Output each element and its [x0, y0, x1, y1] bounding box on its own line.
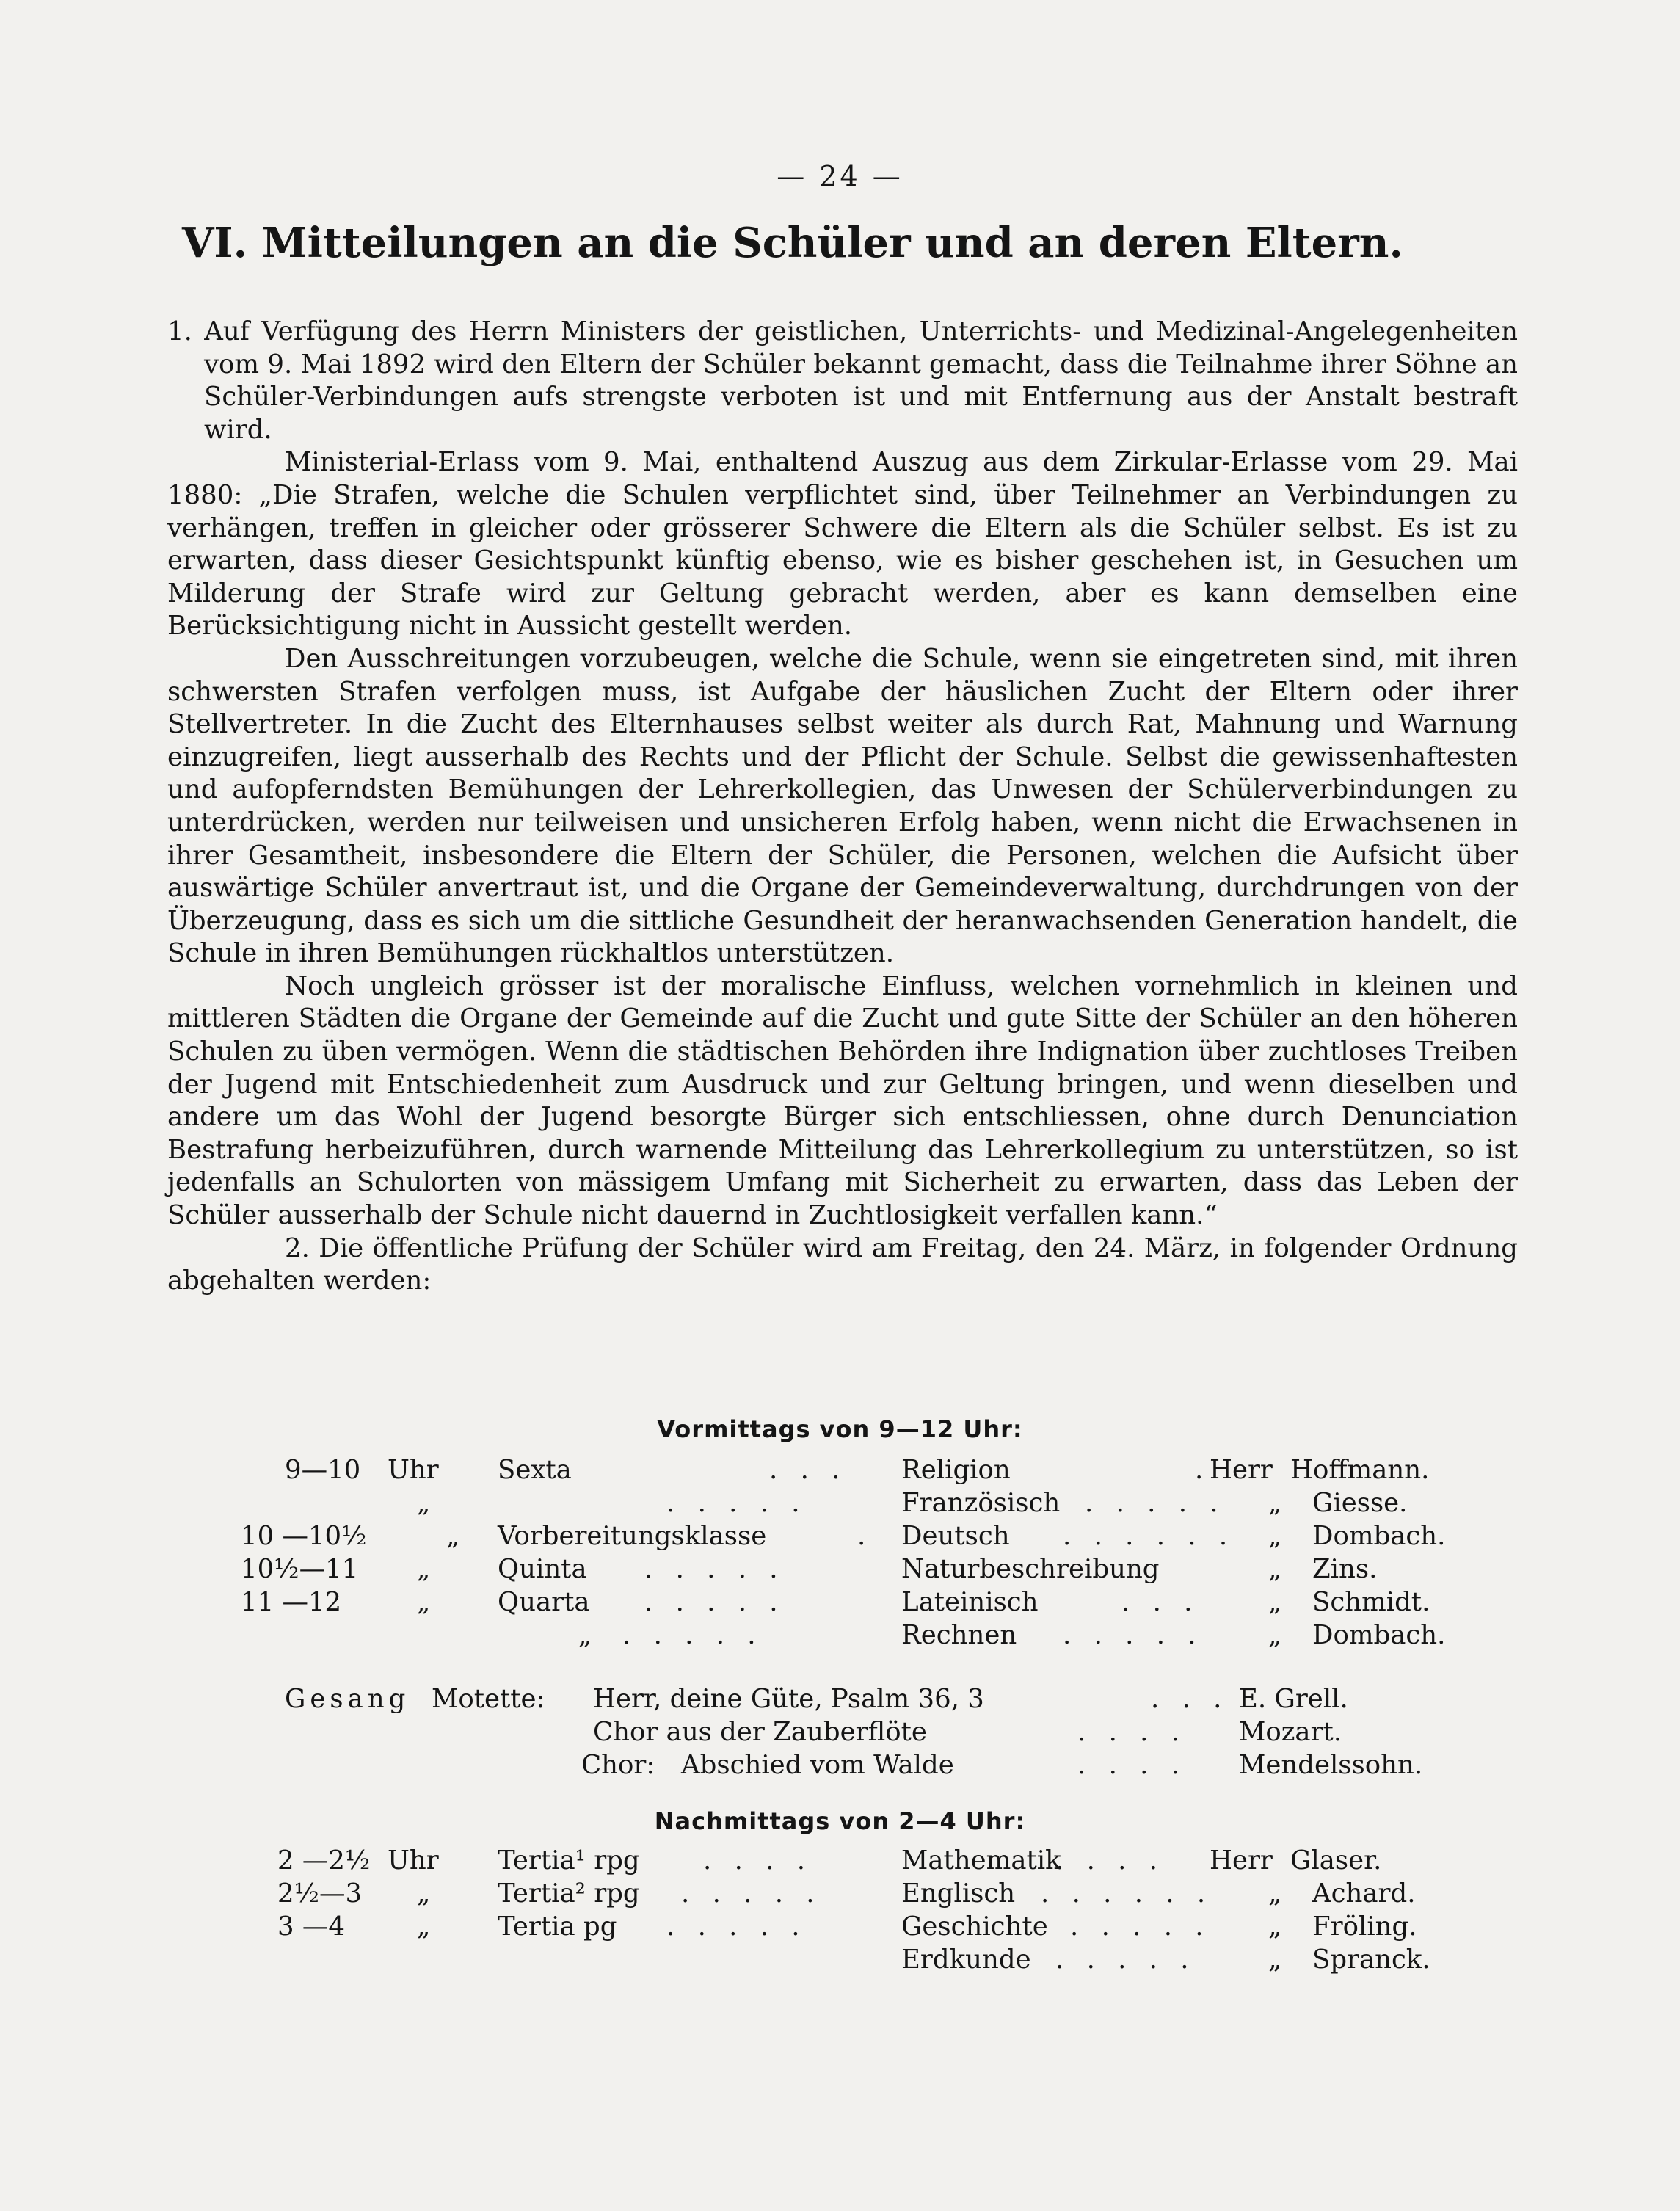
row-title: „	[1268, 1945, 1282, 1975]
row-dots: .	[857, 1521, 873, 1551]
song-dots: . . . .	[1077, 1717, 1187, 1747]
row-dots: . . . . .	[1063, 1620, 1204, 1650]
row-unit: „	[578, 1620, 592, 1650]
song-row	[167, 1716, 1518, 1749]
row-class: Quinta	[498, 1554, 587, 1584]
row-teacher: Achard.	[1312, 1878, 1416, 1909]
paragraph-4: Noch ungleich grösser ist der moralische Einfluss, welchen vornehmlich in kleinen und mittleren Städten die Organe der Gemeinde auf die Zucht und gute Sitte der Schüler an den höheren Schulen zu üben vermögen. Wenn die städtischen Behörden ihre Indignation über zuchtloses Treiben der Jugend mit Entschiedenheit zum Ausdruck und zur Geltung bringen, und wenn dieselben und andere um das Wohl der Jugend besorgte Bürger sich entschliessen, ohne durch Denunciation Bestrafung herbeizuführen, durch warnende Mitteilung das Lehrerkollegium zu unterstützen, so ist jedenfalls an Schulorten von mässigem Umfang mit Sicherheit zu erwarten, dass das Leben der Schüler ausserhalb der Schule nicht dauernd in Zuchtlosigkeit verfallen kann.“	[167, 970, 1518, 1231]
schedule-row	[167, 1453, 1518, 1486]
schedule-row	[167, 1553, 1518, 1586]
row-title: „	[1268, 1521, 1282, 1551]
row-time: 9—10	[285, 1455, 361, 1485]
row-teacher: Giesse.	[1312, 1488, 1408, 1518]
row-teacher: Zins.	[1312, 1554, 1378, 1584]
row-title: „	[1268, 1554, 1282, 1584]
row-class: Tertia pg	[498, 1912, 617, 1942]
song-row	[167, 1749, 1518, 1782]
row-time: 3 —4	[277, 1912, 345, 1942]
song-row	[167, 1682, 1518, 1716]
section-heading: VI. Mitteilungen an die Schüler und an deren Eltern.	[181, 219, 1404, 267]
row-teacher: Hoffmann.	[1290, 1455, 1430, 1485]
row-unit: „	[417, 1488, 431, 1518]
row-subject: Mathematik	[901, 1845, 1061, 1876]
row-dots: . . . . .	[681, 1878, 822, 1909]
row-subject: Erdkunde	[901, 1945, 1031, 1975]
schedule-row	[167, 1520, 1518, 1553]
row-title: Herr	[1210, 1455, 1273, 1485]
row-dots: . . . .	[1055, 1845, 1165, 1876]
body-text	[167, 316, 1518, 1298]
row-subject: Geschichte	[901, 1912, 1048, 1942]
row-dots: . . .	[769, 1455, 848, 1485]
row-time: 10 —10½	[241, 1521, 367, 1551]
schedule-row	[167, 1619, 1518, 1652]
row-time: 10½—11	[241, 1554, 359, 1584]
row-title: Herr	[1210, 1845, 1273, 1876]
paragraph-2: Ministerial-Erlass vom 9. Mai, enthaltend Auszug aus dem Zirkular-Erlasse vom 29. Mai 1880: „Die Strafen, welche die Schulen verpflichtet sind, über Teilnehmer an Verbindungen zu verhängen, treffen in gleicher oder grösserer Schwere die Eltern als die Schüler selbst. Es ist zu erwarten, dass dieser Gesichtspunkt künftig ebenso, wie es bisher geschehen ist, in Gesuchen um Milderung der Strafe wird zur Geltung gebracht werden, aber es kann demselben eine Berücksichtigung nicht in Aussicht gestellt werden.	[167, 447, 1518, 642]
song-piece: Herr, deine Güte, Psalm 36, 3	[593, 1684, 984, 1714]
row-time: 2½—3	[277, 1878, 363, 1909]
row-teacher: Glaser.	[1290, 1845, 1382, 1876]
song-piece: Chor aus der Zauberflöte	[593, 1717, 927, 1747]
row-dots: . . . . .	[666, 1488, 807, 1518]
song-kind: Chor:	[581, 1750, 655, 1780]
row-unit: „	[417, 1554, 431, 1584]
row-subject: Naturbeschreibung	[901, 1554, 1160, 1584]
paragraph-5: 2. Die öffentliche Prüfung der Schüler wird am Freitag, den 24. März, in folgender Ordnung abgehalten werden:	[167, 1232, 1518, 1296]
row-title: „	[1268, 1488, 1282, 1518]
row-dots: . . .	[1121, 1587, 1200, 1617]
schedule-row	[167, 1877, 1518, 1910]
row-dots: . . . . .	[622, 1620, 763, 1650]
row-teacher: Schmidt.	[1312, 1587, 1430, 1617]
row-dots: . . . . .	[644, 1554, 785, 1584]
row-title: „	[1268, 1587, 1282, 1617]
row-class: Quarta	[498, 1587, 590, 1617]
song-composer: E. Grell.	[1239, 1684, 1348, 1714]
row-teacher: Dombach.	[1312, 1620, 1446, 1650]
row-class: Tertia¹ rpg	[498, 1845, 640, 1876]
row-subject: Französisch	[901, 1488, 1061, 1518]
song-schedule	[167, 1682, 1518, 1782]
row-unit: „	[417, 1878, 431, 1909]
row-dots: . . . . .	[644, 1587, 785, 1617]
row-time: 11 —12	[241, 1587, 342, 1617]
schedule-row	[167, 1844, 1518, 1877]
row-subject: Rechnen	[901, 1620, 1017, 1650]
row-unit: „	[417, 1912, 431, 1942]
row-dots: . . . . .	[1085, 1488, 1226, 1518]
row-title: „	[1268, 1620, 1282, 1650]
song-kind: Motette:	[432, 1684, 545, 1714]
schedule-row	[167, 1486, 1518, 1520]
schedule-row	[167, 1943, 1518, 1976]
row-unit: Uhr	[388, 1455, 439, 1485]
row-dots: . . . .	[703, 1845, 812, 1876]
row-dots: . . . . .	[1055, 1945, 1196, 1975]
row-title: „	[1268, 1912, 1282, 1942]
row-class: Tertia² rpg	[498, 1878, 640, 1909]
row-subject: Lateinisch	[901, 1587, 1039, 1617]
song-label: Gesang	[285, 1684, 410, 1714]
row-subject: Deutsch	[901, 1521, 1010, 1551]
row-subject: Englisch	[901, 1878, 1016, 1909]
morning-heading: Vormittags von 9—12 Uhr:	[657, 1415, 1023, 1443]
morning-schedule	[167, 1453, 1518, 1652]
row-title: „	[1268, 1878, 1282, 1909]
song-composer: Mozart.	[1239, 1717, 1342, 1747]
row-time: 2 —2½	[277, 1845, 371, 1876]
row-teacher: Spranck.	[1312, 1945, 1430, 1975]
row-class: Sexta	[498, 1455, 572, 1485]
song-dots: . . .	[1151, 1684, 1229, 1714]
row-unit: „	[446, 1521, 460, 1551]
song-piece: Abschied vom Walde	[681, 1750, 954, 1780]
row-unit: Uhr	[388, 1845, 439, 1876]
paragraph-3: Den Ausschreitungen vorzubeugen, welche die Schule, wenn sie eingetreten sind, mit ihren schwersten Strafen verfolgen muss, ist Aufgabe der häuslichen Zucht der Eltern oder ihrer Stellvertreter. In die Zucht des Elternhauses selbst weiter als durch Rat, Mahnung und Warnung einzugreifen, liegt ausserhalb des Rechts und der Pflicht der Schule. Selbst die gewissenhaftesten und aufopferndsten Bemühungen der Lehrerkollegien, das Unwesen der Schülerverbindungen zu unterdrücken, werden nur teilweisen und unsicheren Erfolg haben, wenn nicht die Erwachsenen in ihrer Gesamtheit, insbesondere die Eltern der Schüler, die Personen, welchen die Aufsicht über auswärtige Schüler anvertraut ist, und die Organe der Gemeindeverwaltung, durchdrungen von der Überzeugung, dass es sich um die sittliche Gesundheit der heranwachsenden Generation handelt, die Schule in ihren Bemühungen rückhaltlos unterstützen.	[167, 643, 1518, 969]
row-dots: .	[1195, 1455, 1211, 1485]
schedule-row	[167, 1586, 1518, 1619]
row-dots: . . . . .	[1070, 1912, 1211, 1942]
page-number: — 24 —	[777, 160, 903, 192]
afternoon-heading: Nachmittags von 2—4 Uhr:	[654, 1807, 1026, 1835]
row-dots: . . . . . .	[1063, 1521, 1235, 1551]
schedule-row	[167, 1910, 1518, 1943]
row-unit: „	[417, 1587, 431, 1617]
row-dots: . . . . .	[666, 1912, 807, 1942]
afternoon-schedule	[167, 1844, 1518, 1976]
row-subject: Religion	[901, 1455, 1011, 1485]
song-composer: Mendelssohn.	[1239, 1750, 1423, 1780]
row-dots: . . . . . .	[1041, 1878, 1213, 1909]
row-teacher: Dombach.	[1312, 1521, 1446, 1551]
song-dots: . . . .	[1077, 1750, 1187, 1780]
paragraph-1: 1. Auf Verfügung des Herrn Ministers der geistlichen, Unterrichts- und Medizinal-Angelegenheiten vom 9. Mai 1892 wird den Eltern der Schüler bekannt gemacht, dass die Teilnahme ihrer Söhne an Schüler-Verbindungen aufs strengste verboten ist und mit Entfernung aus der Anstalt bestraft wird.	[167, 316, 1518, 445]
row-teacher: Fröling.	[1312, 1912, 1417, 1942]
row-class: Vorbereitungsklasse	[498, 1521, 767, 1551]
